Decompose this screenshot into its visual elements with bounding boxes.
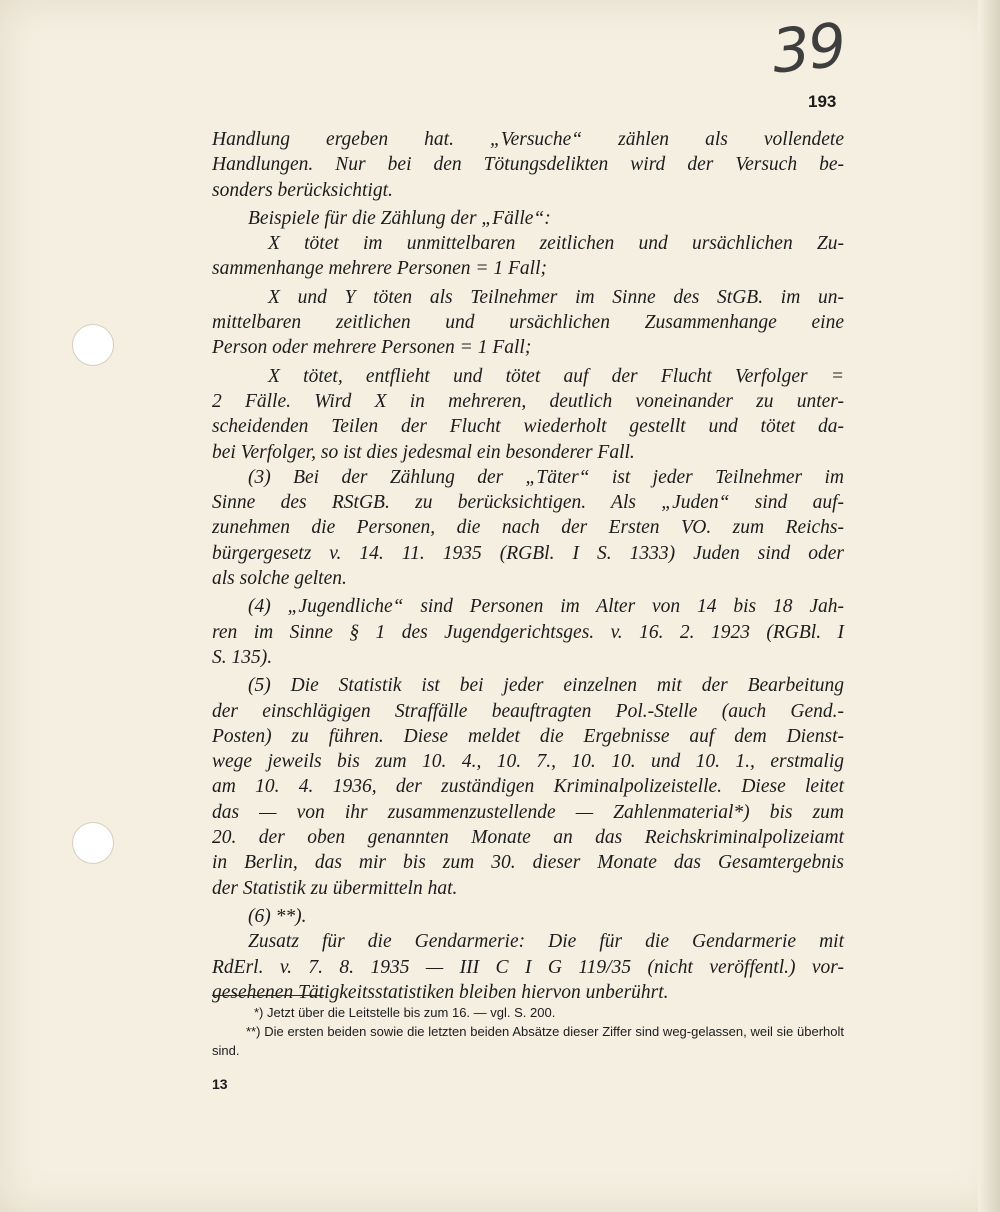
paragraph-example-2 [212,285,844,361]
punch-hole-bottom [72,822,114,864]
paragraph-section-5 [212,673,844,901]
text-line: 2 Fälle. Wird X in mehreren, deutlich voneinander zu unter- [212,390,844,412]
text-line: der Statistik zu übermitteln hat. [212,877,458,899]
text-line: bei Verfolger, so ist dies jedesmal ein besonderer Fall. [212,441,635,463]
text-line: X tötet, entflieht und tötet auf der Flucht Verfolger = [268,365,844,387]
footnotes [212,1003,844,1060]
printer-signature-mark: 13 [212,1076,228,1092]
paragraph-section-6 [212,904,844,929]
text-line: sonders berücksichtigt. [212,179,393,201]
footnote-2: **) Die ersten beiden sowie die letzten beiden Absätze dieser Ziffer sind weg-gelassen, weil sie überholt sind. [212,1024,844,1058]
text-line: 20. der oben genannten Monate an das Reichskriminalpolizeiamt [212,827,844,849]
text-line: (4) „Jugendliche“ sind Personen im Alter von 14 bis 18 Jah- [248,596,844,618]
page-edge-shadow [978,0,1000,1212]
text-line: ren im Sinne § 1 des Jugendgerichtsges. v. 16. 2. 1923 (RGBl. I [212,621,844,643]
text-line: Posten) zu führen. Diese meldet die Ergebnisse auf dem Dienst- [212,725,844,747]
text-line: X tötet im unmittelbaren zeitlichen und ursächlichen Zu- [268,233,844,255]
text-line: Sinne des RStGB. zu berücksichtigen. Als „Juden“ sind auf- [212,492,844,514]
text-line: der einschlägigen Straffälle beauftragten Pol.-Stelle (auch Gend.- [212,700,844,722]
text-line: wege jeweils bis zum 10. 4., 10. 7., 10. 10. und 10. 1., erstmalig [212,751,844,773]
punch-hole-top [72,324,114,366]
text-line: Handlung ergeben hat. „Versuche“ zählen als vollendete [212,129,844,150]
text-line: sammenhange mehrere Personen = 1 Fall; [212,258,548,280]
footnote-divider [212,995,324,996]
page-number: 193 [808,92,837,111]
text-line: gesehenen Tätigkeitsstatistiken bleiben hiervon unberührt. [212,981,669,1003]
text-line: S. 135). [212,646,273,668]
text-line: Handlungen. Nur bei den Tötungsdelikten wird der Versuch be- [212,154,844,176]
text-line: Beispiele für die Zählung der „Fälle“: [248,207,551,229]
paragraph-examples-heading [212,206,844,231]
text-line: als solche gelten. [212,568,347,590]
text-line: Person oder mehrere Personen = 1 Fall; [212,337,532,359]
paragraph-section-3 [212,465,844,591]
handwritten-folio-number: 39 [768,10,848,88]
paragraph-continuation [212,127,844,203]
text-line: bürgergesetz v. 14. 11. 1935 (RGBl. I S. 1333) Juden sind oder [212,542,844,564]
text-line: das — von ihr zusammenzustellende — Zahlenmaterial*) bis zum [212,801,844,823]
paragraph-example-1 [212,231,844,282]
text-line: RdErl. v. 7. 8. 1935 — III C I G 119/35 (nicht veröffentl.) vor- [212,956,844,978]
text-line: (5) Die Statistik ist bei jeder einzelnen mit der Bearbeitung [248,675,844,697]
text-line: (6) **). [248,905,307,927]
text-line: (3) Bei der Zählung der „Täter“ ist jeder Teilnehmer im [248,466,844,488]
text-line: am 10. 4. 1936, der zuständigen Kriminalpolizeistelle. Diese leitet [212,776,844,798]
text-line: in Berlin, das mir bis zum 30. dieser Monate das Gesamtergebnis [212,852,844,874]
text-line: Zusatz für die Gendarmerie: Die für die Gendarmerie mit [248,931,844,953]
text-line: mittelbaren zeitlichen und ursächlichen Zusammenhange eine [212,312,844,334]
text-line: scheidenden Teilen der Flucht wiederholt gestellt und tötet da- [212,416,844,438]
paragraph-section-4 [212,594,844,670]
text-line: zunehmen die Personen, die nach der Ersten VO. zum Reichs- [212,517,844,539]
paragraph-gendarmerie-addendum [212,929,844,1005]
body-text [212,127,844,1005]
footnote-1: *) Jetzt über die Leitstelle bis zum 16. — vgl. S. 200. [254,1005,556,1020]
text-line: X und Y töten als Teilnehmer im Sinne des StGB. im un- [268,286,844,308]
paragraph-example-3 [212,364,844,465]
